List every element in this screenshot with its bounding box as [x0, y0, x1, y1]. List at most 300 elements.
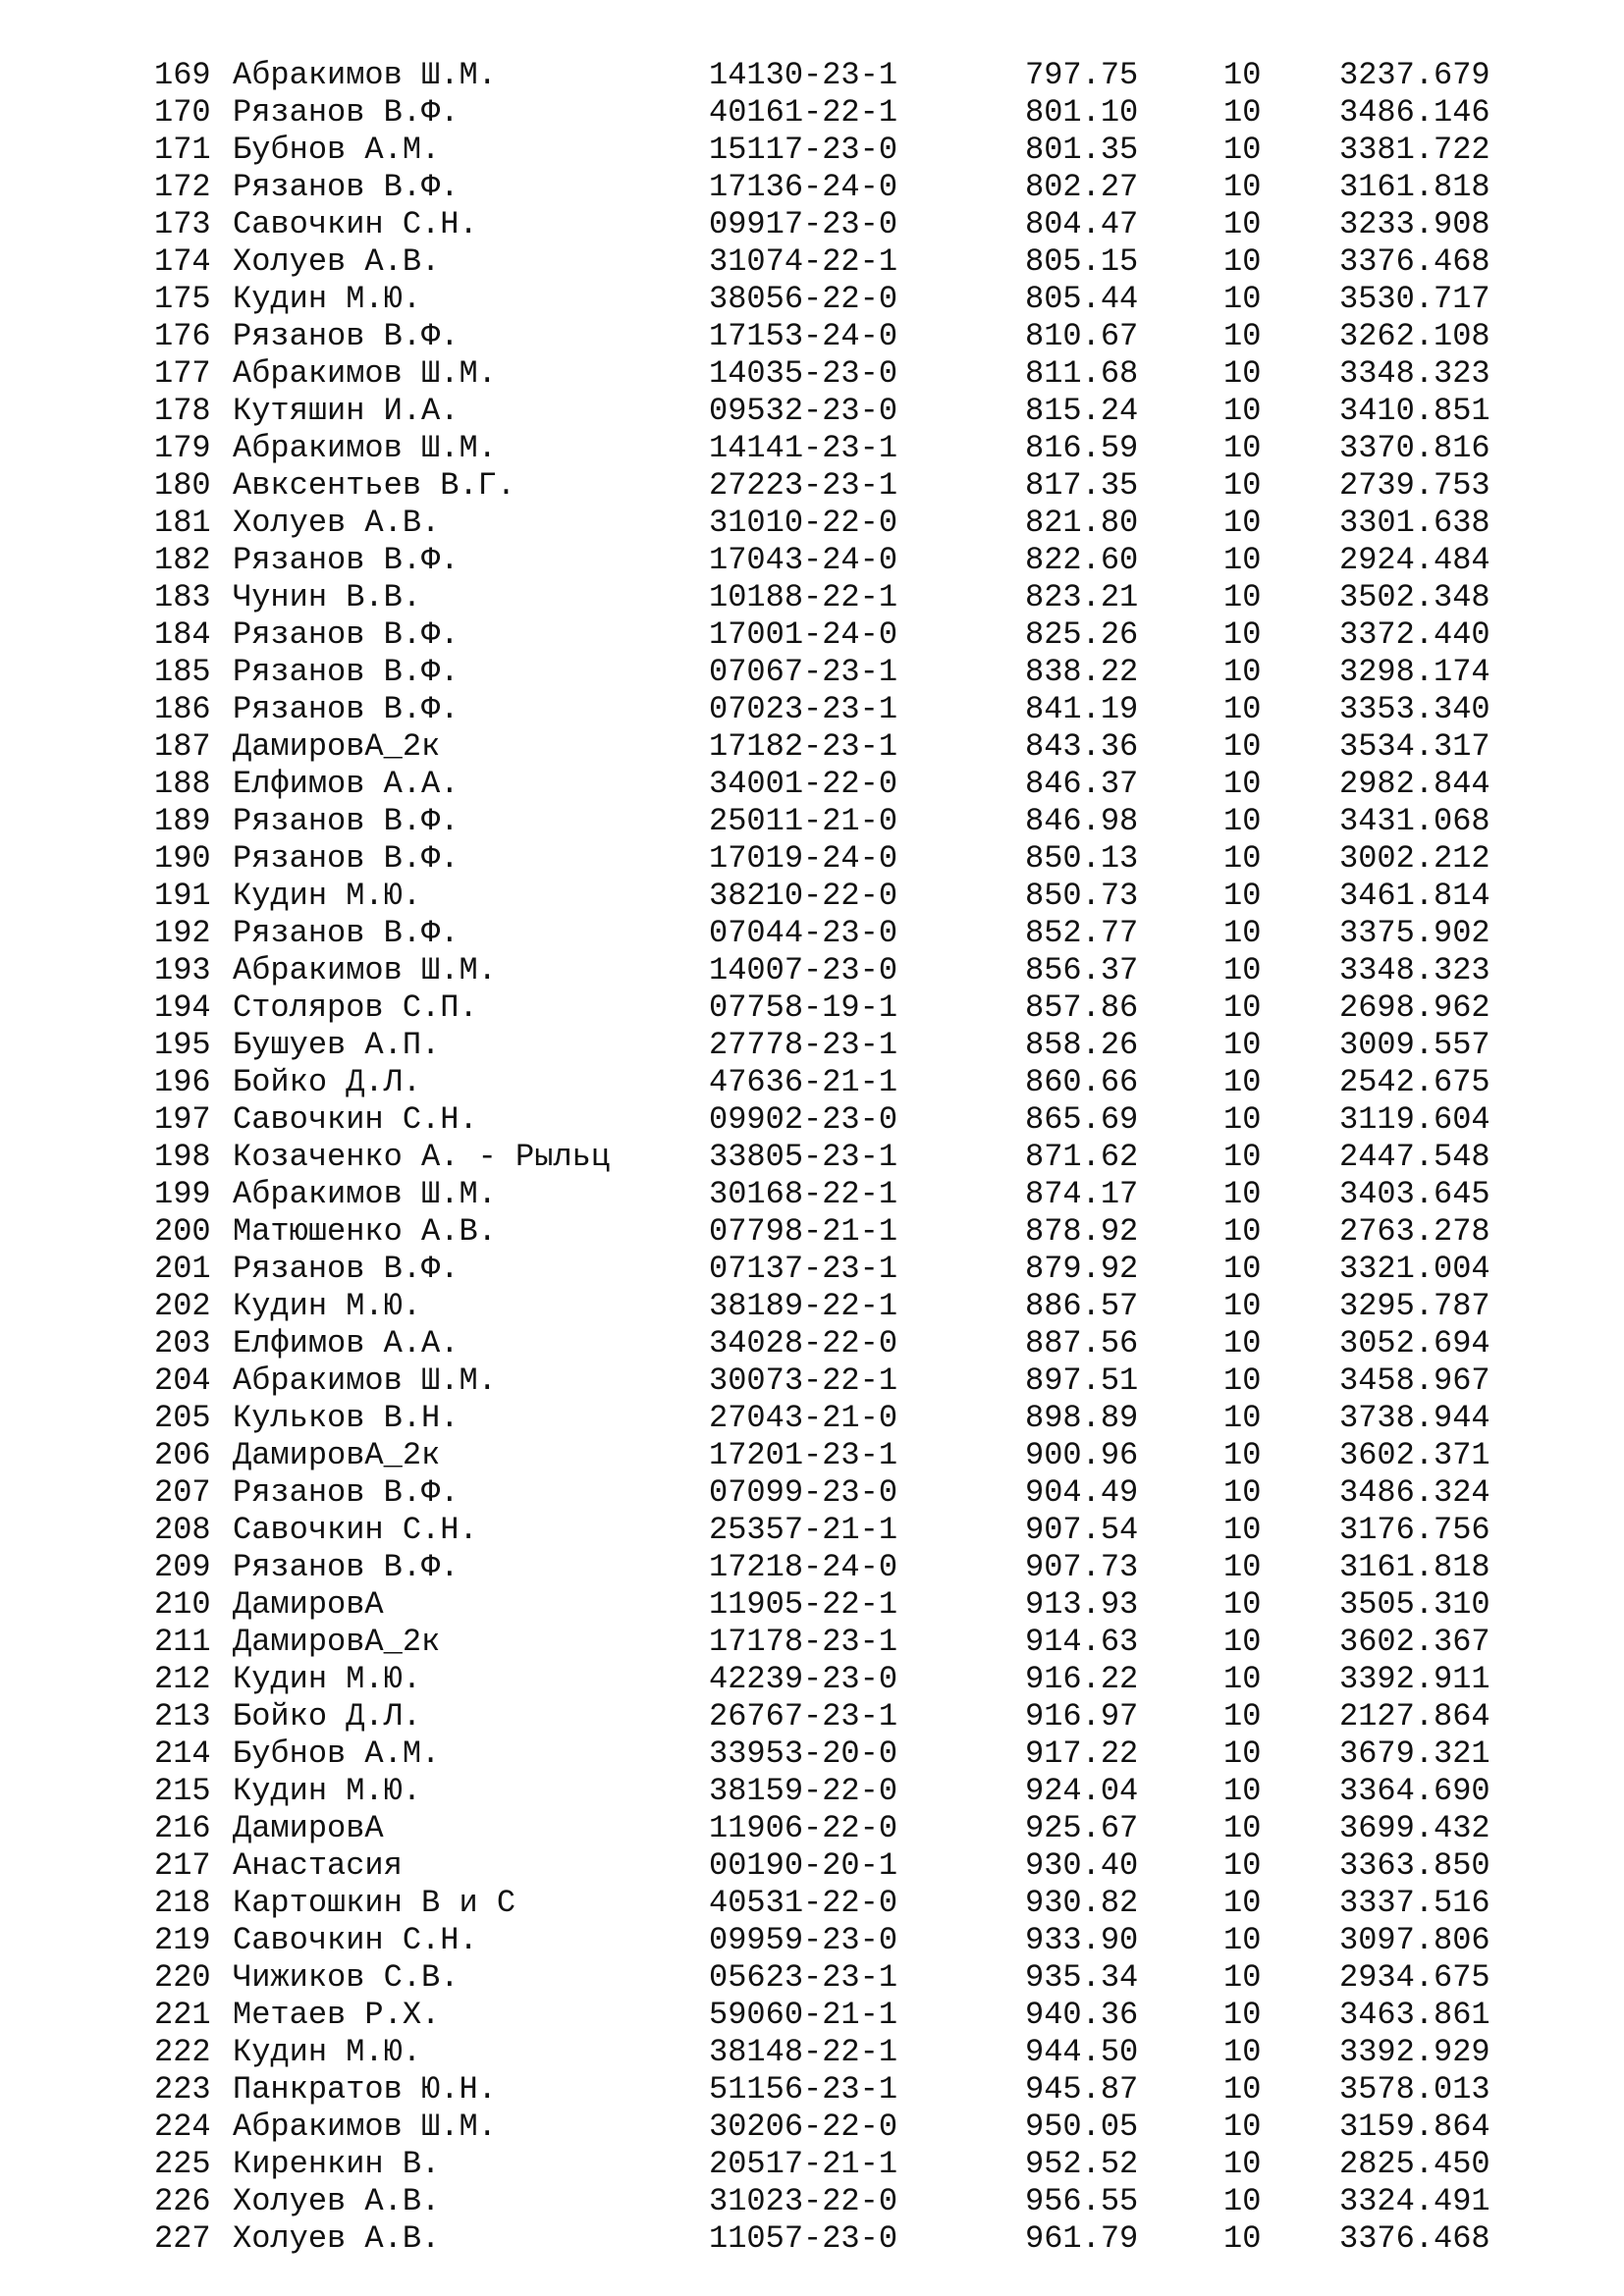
row-name: Абракимов Ш.М.: [233, 57, 497, 93]
list-row: [154, 1251, 1519, 1288]
row-score: 3262.108: [1339, 318, 1490, 354]
row-name: Савочкин С.Н.: [233, 1512, 478, 1548]
row-name: ДамировА: [233, 1586, 384, 1623]
row-value: 925.67: [1025, 1810, 1139, 1846]
row-number: 226: [154, 2183, 211, 2219]
row-name: Кудин М.Ю.: [233, 1773, 422, 1809]
row-value: 860.66: [1025, 1064, 1139, 1100]
row-value: 913.93: [1025, 1586, 1139, 1623]
list-row: [154, 1437, 1519, 1474]
row-count: 10: [1223, 1847, 1262, 1884]
row-number: 181: [154, 505, 211, 541]
row-count: 10: [1223, 803, 1262, 839]
row-code: 47636-21-1: [709, 1064, 898, 1100]
row-value: 952.52: [1025, 2146, 1139, 2182]
list-row: [154, 878, 1519, 915]
row-score: 3392.929: [1339, 2034, 1490, 2070]
row-code: 42239-23-0: [709, 1661, 898, 1697]
list-row: [154, 393, 1519, 430]
row-score: 3237.679: [1339, 57, 1490, 93]
row-score: 3324.491: [1339, 2183, 1490, 2219]
row-score: 3233.908: [1339, 206, 1490, 242]
row-number: 208: [154, 1512, 211, 1548]
list-row: [154, 1847, 1519, 1885]
row-code: 09959-23-0: [709, 1922, 898, 1958]
row-score: 3097.806: [1339, 1922, 1490, 1958]
list-row: [154, 1997, 1519, 2034]
list-row: [154, 430, 1519, 467]
list-row: [154, 2146, 1519, 2183]
row-score: 3738.944: [1339, 1400, 1490, 1436]
list-row: [154, 1101, 1519, 1139]
row-count: 10: [1223, 1959, 1262, 1996]
row-score: 3301.638: [1339, 505, 1490, 541]
row-value: 933.90: [1025, 1922, 1139, 1958]
row-code: 38159-22-0: [709, 1773, 898, 1809]
row-value: 945.87: [1025, 2071, 1139, 2108]
row-code: 17043-24-0: [709, 542, 898, 578]
row-code: 27778-23-1: [709, 1027, 898, 1063]
row-code: 09902-23-0: [709, 1101, 898, 1138]
row-name: Бушуев А.П.: [233, 1027, 441, 1063]
row-number: 213: [154, 1698, 211, 1735]
row-code: 33953-20-0: [709, 1735, 898, 1772]
row-code: 07137-23-1: [709, 1251, 898, 1287]
list-row: [154, 243, 1519, 281]
row-code: 25011-21-0: [709, 803, 898, 839]
row-score: 2763.278: [1339, 1213, 1490, 1250]
row-code: 40531-22-0: [709, 1885, 898, 1921]
row-score: 3530.717: [1339, 281, 1490, 317]
list-row: [154, 989, 1519, 1027]
row-code: 07798-21-1: [709, 1213, 898, 1250]
row-number: 180: [154, 467, 211, 504]
row-name: Рязанов В.Ф.: [233, 1251, 460, 1287]
row-count: 10: [1223, 1474, 1262, 1511]
row-code: 00190-20-1: [709, 1847, 898, 1884]
row-code: 38189-22-1: [709, 1288, 898, 1324]
row-value: 865.69: [1025, 1101, 1139, 1138]
row-code: 51156-23-1: [709, 2071, 898, 2108]
list-row: [154, 542, 1519, 579]
list-row: [154, 1325, 1519, 1362]
row-name: Абракимов Ш.М.: [233, 2109, 497, 2145]
row-code: 17136-24-0: [709, 169, 898, 205]
row-number: 207: [154, 1474, 211, 1511]
row-count: 10: [1223, 915, 1262, 951]
list-row: [154, 766, 1519, 803]
row-value: 898.89: [1025, 1400, 1139, 1436]
row-score: 3176.756: [1339, 1512, 1490, 1548]
row-code: 38210-22-0: [709, 878, 898, 914]
row-count: 10: [1223, 2220, 1262, 2257]
row-count: 10: [1223, 1139, 1262, 1175]
row-number: 172: [154, 169, 211, 205]
row-number: 220: [154, 1959, 211, 1996]
list-row: [154, 1176, 1519, 1213]
list-row: [154, 1885, 1519, 1922]
row-count: 10: [1223, 2183, 1262, 2219]
row-count: 10: [1223, 467, 1262, 504]
list-row: [154, 57, 1519, 94]
list-row: [154, 616, 1519, 654]
row-name: ДамировА_2к: [233, 1624, 441, 1660]
row-number: 170: [154, 94, 211, 131]
row-name: Матюшенко А.В.: [233, 1213, 497, 1250]
row-value: 916.22: [1025, 1661, 1139, 1697]
row-number: 215: [154, 1773, 211, 1809]
row-value: 815.24: [1025, 393, 1139, 429]
row-number: 182: [154, 542, 211, 578]
row-score: 2934.675: [1339, 1959, 1490, 1996]
row-name: Абракимов Ш.М.: [233, 952, 497, 988]
row-code: 09917-23-0: [709, 206, 898, 242]
row-value: 961.79: [1025, 2220, 1139, 2257]
row-code: 17218-24-0: [709, 1549, 898, 1585]
row-count: 10: [1223, 1288, 1262, 1324]
list-row: [154, 579, 1519, 616]
list-row: [154, 654, 1519, 691]
row-count: 10: [1223, 579, 1262, 615]
list-row: [154, 94, 1519, 132]
row-number: 195: [154, 1027, 211, 1063]
row-number: 210: [154, 1586, 211, 1623]
row-code: 30168-22-1: [709, 1176, 898, 1212]
list-row: [154, 2034, 1519, 2071]
row-name: Холуев А.В.: [233, 2183, 441, 2219]
list-row: [154, 952, 1519, 989]
row-value: 801.10: [1025, 94, 1139, 131]
row-number: 183: [154, 579, 211, 615]
row-score: 3009.557: [1339, 1027, 1490, 1063]
row-count: 10: [1223, 1027, 1262, 1063]
row-count: 10: [1223, 1176, 1262, 1212]
row-count: 10: [1223, 1213, 1262, 1250]
row-value: 850.73: [1025, 878, 1139, 914]
row-count: 10: [1223, 1735, 1262, 1772]
row-value: 874.17: [1025, 1176, 1139, 1212]
row-name: Холуев А.В.: [233, 243, 441, 280]
row-code: 07023-23-1: [709, 691, 898, 727]
row-score: 3348.323: [1339, 355, 1490, 392]
row-number: 189: [154, 803, 211, 839]
row-number: 200: [154, 1213, 211, 1250]
row-number: 224: [154, 2109, 211, 2145]
row-value: 852.77: [1025, 915, 1139, 951]
row-name: Абракимов Ш.М.: [233, 1176, 497, 1212]
list-row: [154, 1661, 1519, 1698]
row-value: 950.05: [1025, 2109, 1139, 2145]
row-value: 878.92: [1025, 1213, 1139, 1250]
row-count: 10: [1223, 1698, 1262, 1735]
row-number: 205: [154, 1400, 211, 1436]
row-name: Рязанов В.Ф.: [233, 803, 460, 839]
list-row: [154, 281, 1519, 318]
row-count: 10: [1223, 1064, 1262, 1100]
row-score: 3375.902: [1339, 915, 1490, 951]
row-name: Савочкин С.Н.: [233, 1922, 478, 1958]
list-row: [154, 1922, 1519, 1959]
row-value: 821.80: [1025, 505, 1139, 541]
row-value: 871.62: [1025, 1139, 1139, 1175]
row-score: 3381.722: [1339, 132, 1490, 168]
row-code: 33805-23-1: [709, 1139, 898, 1175]
row-score: 3431.068: [1339, 803, 1490, 839]
row-count: 10: [1223, 1810, 1262, 1846]
list-row: [154, 355, 1519, 393]
row-code: 14141-23-1: [709, 430, 898, 466]
row-name: ДамировА_2к: [233, 728, 441, 765]
list-row: [154, 2071, 1519, 2109]
row-code: 30206-22-0: [709, 2109, 898, 2145]
row-number: 178: [154, 393, 211, 429]
row-score: 3458.967: [1339, 1362, 1490, 1399]
row-score: 3353.340: [1339, 691, 1490, 727]
row-number: 216: [154, 1810, 211, 1846]
row-count: 10: [1223, 430, 1262, 466]
list-row: [154, 505, 1519, 542]
row-number: 221: [154, 1997, 211, 2033]
row-number: 171: [154, 132, 211, 168]
row-value: 822.60: [1025, 542, 1139, 578]
row-score: 3337.516: [1339, 1885, 1490, 1921]
list-row: [154, 1064, 1519, 1101]
list-row: [154, 2183, 1519, 2220]
row-number: 209: [154, 1549, 211, 1585]
row-number: 212: [154, 1661, 211, 1697]
row-count: 10: [1223, 766, 1262, 802]
row-code: 11905-22-1: [709, 1586, 898, 1623]
row-value: 846.98: [1025, 803, 1139, 839]
row-name: Метаев Р.Х.: [233, 1997, 441, 2033]
row-number: 174: [154, 243, 211, 280]
row-value: 801.35: [1025, 132, 1139, 168]
row-number: 194: [154, 989, 211, 1026]
row-count: 10: [1223, 355, 1262, 392]
row-value: 900.96: [1025, 1437, 1139, 1473]
row-name: Козаченко А. - Рыльц: [233, 1139, 611, 1175]
row-value: 805.44: [1025, 281, 1139, 317]
list-row: [154, 840, 1519, 878]
row-value: 817.35: [1025, 467, 1139, 504]
row-count: 10: [1223, 1624, 1262, 1660]
row-count: 10: [1223, 1400, 1262, 1436]
row-number: 192: [154, 915, 211, 951]
row-score: 2127.864: [1339, 1698, 1490, 1735]
row-name: Бубнов А.М.: [233, 1735, 441, 1772]
row-number: 227: [154, 2220, 211, 2257]
row-number: 206: [154, 1437, 211, 1473]
list-row: [154, 206, 1519, 243]
list-row: [154, 2220, 1519, 2258]
row-count: 10: [1223, 1251, 1262, 1287]
row-score: 2698.962: [1339, 989, 1490, 1026]
row-code: 17019-24-0: [709, 840, 898, 877]
row-name: Рязанов В.Ф.: [233, 691, 460, 727]
row-number: 190: [154, 840, 211, 877]
row-number: 222: [154, 2034, 211, 2070]
list-row: [154, 1698, 1519, 1735]
row-value: 907.54: [1025, 1512, 1139, 1548]
row-name: Рязанов В.Ф.: [233, 616, 460, 653]
row-code: 17182-23-1: [709, 728, 898, 765]
row-value: 887.56: [1025, 1325, 1139, 1362]
row-name: Кудин М.Ю.: [233, 281, 422, 317]
row-code: 14130-23-1: [709, 57, 898, 93]
row-number: 186: [154, 691, 211, 727]
row-count: 10: [1223, 1586, 1262, 1623]
row-number: 196: [154, 1064, 211, 1100]
row-name: Бубнов А.М.: [233, 132, 441, 168]
row-value: 886.57: [1025, 1288, 1139, 1324]
row-name: Рязанов В.Ф.: [233, 1549, 460, 1585]
row-score: 3370.816: [1339, 430, 1490, 466]
row-count: 10: [1223, 169, 1262, 205]
row-value: 823.21: [1025, 579, 1139, 615]
row-score: 3002.212: [1339, 840, 1490, 877]
row-number: 193: [154, 952, 211, 988]
list-row: [154, 467, 1519, 505]
row-number: 191: [154, 878, 211, 914]
row-name: Рязанов В.Ф.: [233, 915, 460, 951]
row-code: 07758-19-1: [709, 989, 898, 1026]
row-score: 2739.753: [1339, 467, 1490, 504]
list-row: [154, 1586, 1519, 1624]
row-count: 10: [1223, 1549, 1262, 1585]
row-score: 3119.604: [1339, 1101, 1490, 1138]
row-score: 3463.861: [1339, 1997, 1490, 2033]
row-score: 3392.911: [1339, 1661, 1490, 1697]
row-value: 816.59: [1025, 430, 1139, 466]
row-code: 07044-23-0: [709, 915, 898, 951]
row-number: 175: [154, 281, 211, 317]
row-count: 10: [1223, 243, 1262, 280]
row-count: 10: [1223, 1101, 1262, 1138]
row-value: 944.50: [1025, 2034, 1139, 2070]
row-name: Абракимов Ш.М.: [233, 355, 497, 392]
row-name: Рязанов В.Ф.: [233, 542, 460, 578]
row-name: Картошкин В и С: [233, 1885, 516, 1921]
row-code: 31023-22-0: [709, 2183, 898, 2219]
row-score: 3602.371: [1339, 1437, 1490, 1473]
row-value: 856.37: [1025, 952, 1139, 988]
row-value: 956.55: [1025, 2183, 1139, 2219]
list-row: [154, 1474, 1519, 1512]
row-score: 3486.324: [1339, 1474, 1490, 1511]
row-name: ДамировА: [233, 1810, 384, 1846]
row-number: 219: [154, 1922, 211, 1958]
row-number: 187: [154, 728, 211, 765]
row-count: 10: [1223, 2034, 1262, 2070]
row-value: 804.47: [1025, 206, 1139, 242]
row-code: 09532-23-0: [709, 393, 898, 429]
list-row: [154, 2109, 1519, 2146]
row-value: 802.27: [1025, 169, 1139, 205]
row-number: 197: [154, 1101, 211, 1138]
list-row: [154, 1773, 1519, 1810]
row-value: 917.22: [1025, 1735, 1139, 1772]
row-name: Киренкин В.: [233, 2146, 441, 2182]
row-score: 3295.787: [1339, 1288, 1490, 1324]
row-name: Авксентьев В.Г.: [233, 467, 516, 504]
row-count: 10: [1223, 691, 1262, 727]
row-score: 3298.174: [1339, 654, 1490, 690]
list-row: [154, 803, 1519, 840]
row-code: 17001-24-0: [709, 616, 898, 653]
row-name: Рязанов В.Ф.: [233, 840, 460, 877]
row-number: 217: [154, 1847, 211, 1884]
row-number: 185: [154, 654, 211, 690]
row-number: 173: [154, 206, 211, 242]
row-code: 05623-23-1: [709, 1959, 898, 1996]
list-row: [154, 691, 1519, 728]
row-name: Рязанов В.Ф.: [233, 654, 460, 690]
row-score: 3348.323: [1339, 952, 1490, 988]
row-value: 825.26: [1025, 616, 1139, 653]
row-value: 810.67: [1025, 318, 1139, 354]
row-name: Елфимов А.А.: [233, 1325, 460, 1362]
row-count: 10: [1223, 1997, 1262, 2033]
row-score: 3679.321: [1339, 1735, 1490, 1772]
row-code: 27043-21-0: [709, 1400, 898, 1436]
row-value: 811.68: [1025, 355, 1139, 392]
row-score: 2982.844: [1339, 766, 1490, 802]
row-name: Панкратов Ю.Н.: [233, 2071, 497, 2108]
row-count: 10: [1223, 206, 1262, 242]
row-name: Абракимов Ш.М.: [233, 430, 497, 466]
list-row: [154, 728, 1519, 766]
row-name: Кудин М.Ю.: [233, 2034, 422, 2070]
row-value: 858.26: [1025, 1027, 1139, 1063]
row-score: 3578.013: [1339, 2071, 1490, 2108]
row-score: 3410.851: [1339, 393, 1490, 429]
row-value: 879.92: [1025, 1251, 1139, 1287]
row-name: ДамировА_2к: [233, 1437, 441, 1473]
row-count: 10: [1223, 1437, 1262, 1473]
row-count: 10: [1223, 654, 1262, 690]
row-number: 179: [154, 430, 211, 466]
list-row: [154, 1139, 1519, 1176]
row-name: Кутяшин И.А.: [233, 393, 460, 429]
row-code: 38056-22-0: [709, 281, 898, 317]
row-number: 184: [154, 616, 211, 653]
row-code: 30073-22-1: [709, 1362, 898, 1399]
row-score: 3699.432: [1339, 1810, 1490, 1846]
list-row: [154, 1027, 1519, 1064]
row-number: 188: [154, 766, 211, 802]
row-value: 935.34: [1025, 1959, 1139, 1996]
row-code: 17178-23-1: [709, 1624, 898, 1660]
row-count: 10: [1223, 132, 1262, 168]
row-code: 10188-22-1: [709, 579, 898, 615]
row-count: 10: [1223, 318, 1262, 354]
row-code: 11057-23-0: [709, 2220, 898, 2257]
row-count: 10: [1223, 505, 1262, 541]
row-number: 204: [154, 1362, 211, 1399]
row-name: Столяров С.П.: [233, 989, 478, 1026]
row-name: Савочкин С.Н.: [233, 1101, 478, 1138]
row-score: 3161.818: [1339, 169, 1490, 205]
row-score: 3403.645: [1339, 1176, 1490, 1212]
row-name: Кудин М.Ю.: [233, 878, 422, 914]
row-score: 3486.146: [1339, 94, 1490, 131]
row-name: Абракимов Ш.М.: [233, 1362, 497, 1399]
row-count: 10: [1223, 57, 1262, 93]
row-code: 20517-21-1: [709, 2146, 898, 2182]
row-number: 198: [154, 1139, 211, 1175]
row-name: Кульков В.Н.: [233, 1400, 460, 1436]
row-value: 930.82: [1025, 1885, 1139, 1921]
